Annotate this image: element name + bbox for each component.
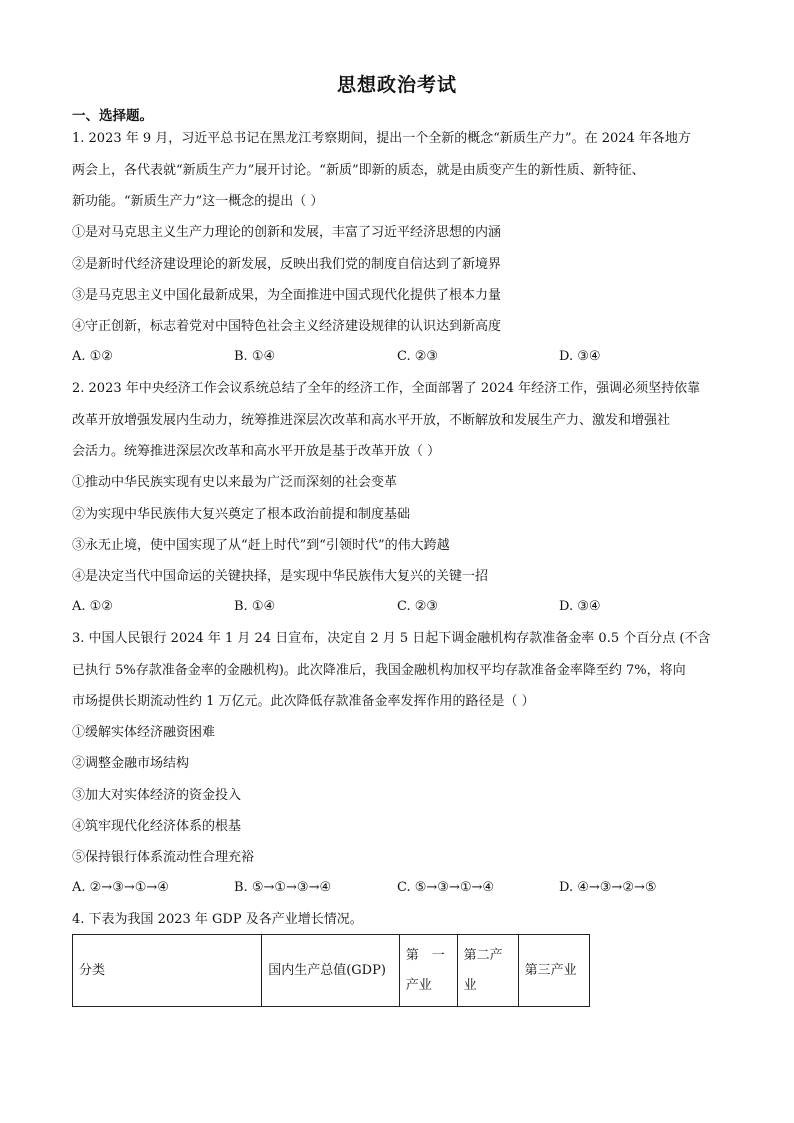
table-header-cell: 第三产业 (518, 935, 589, 1007)
statement: ③永无止境，使中国实现了从“赶上时代”到“引领时代”的伟大跨越 (72, 538, 450, 553)
answer-options (72, 349, 722, 367)
option-b: B. ⑤→①→③→④ (234, 880, 332, 895)
statement: ②调整金融市场结构 (72, 756, 190, 771)
statement: ③加大对实体经济的资金投入 (72, 788, 242, 803)
option-a: A. ①② (72, 599, 113, 614)
option-c: C. ②③ (397, 349, 439, 364)
statement: ①缓解实体经济融资困难 (72, 725, 216, 740)
gdp-table (72, 934, 590, 1007)
option-a: A. ①② (72, 349, 113, 364)
question-text-line: 3. 中国人民银行 2024 年 1 月 24 日宣布，决定自 2 月 5 日起下调金融机构存款准备金率 0.5 个百分点 (不含 (72, 631, 711, 646)
statement: ①推动中华民族实现有史以来最为广泛而深刻的社会变革 (72, 475, 398, 490)
table-header-cell: 国内生产总值(GDP) (262, 935, 400, 1007)
page-title: 思想政治考试 (336, 74, 457, 96)
statement: ②是新时代经济建设理论的新发展，反映出我们党的制度自信达到了新境界 (72, 257, 502, 272)
section-heading: 一、选择题。 (72, 108, 153, 124)
statement: ④筑牢现代化经济体系的根基 (72, 819, 242, 834)
option-d: D. ③④ (559, 599, 601, 614)
statement: ②为实现中华民族伟大复兴奠定了根本政治前提和制度基础 (72, 507, 411, 522)
option-d: D. ③④ (559, 349, 601, 364)
option-a: A. ②→③→①→④ (72, 880, 169, 895)
question-text-line: 已执行 5%存款准备金率的金融机构)。此次降准后，我国金融机构加权平均存款准备金率降至约 7%，将向 (72, 663, 686, 678)
question-text-line: 会活力。统筹推进深层次改革和高水平开放是基于改革开放（ ） (72, 444, 441, 459)
table-header-cell: 第 一 产业 (399, 935, 457, 1007)
answer-options (72, 599, 722, 617)
statement: ③是马克思主义中国化最新成果，为全面推进中国式现代化提供了根本力量 (72, 288, 502, 303)
question-text-line: 改革开放增强发展内生动力，统筹推进深层次改革和高水平开放，不断解放和发展生产力、激发和增强社 (72, 413, 671, 428)
option-c: C. ⑤→③→①→④ (397, 880, 495, 895)
question-text-line: 2. 2023 年中央经济工作会议系统总结了全年的经济工作，全面部署了 2024 年经济工作，强调必须坚持依靠 (72, 381, 701, 396)
question-text-line: 两会上，各代表就“新质生产力”展开讨论。“新质”即新的质态，就是由质变产生的新性质、新特征、 (72, 163, 645, 178)
statement: ⑤保持银行体系流动性合理充裕 (72, 850, 255, 865)
question-text-line: 市场提供长期流动性约 1 万亿元。此次降低存款准备金率发挥作用的路径是（ ） (72, 694, 535, 709)
statement: ④守正创新，标志着党对中国特色社会主义经济建设规律的认识达到新高度 (72, 319, 502, 334)
table-header-cell: 分类 (73, 935, 262, 1007)
question-text-line: 新功能。“新质生产力”这一概念的提出（ ） (72, 194, 324, 209)
option-b: B. ①④ (234, 349, 276, 364)
statement: ④是决定当代中国命运的关键抉择，是实现中华民族伟大复兴的关键一招 (72, 569, 489, 584)
question-text-line: 4. 下表为我国 2023 年 GDP 及各产业增长情况。 (72, 912, 363, 927)
table-header-row (73, 935, 590, 1007)
option-b: B. ①④ (234, 599, 276, 614)
answer-options (72, 880, 722, 898)
option-c: C. ②③ (397, 599, 439, 614)
question-text-line: 1. 2023 年 9 月，习近平总书记在黑龙江考察期间，提出一个全新的概念“新质生产力”。在 2024 年各地方 (72, 131, 691, 146)
option-d: D. ④→③→②→⑤ (559, 880, 657, 895)
table-header-cell: 第二产 业 (457, 935, 518, 1007)
statement: ①是对马克思主义生产力理论的创新和发展，丰富了习近平经济思想的内涵 (72, 225, 502, 240)
